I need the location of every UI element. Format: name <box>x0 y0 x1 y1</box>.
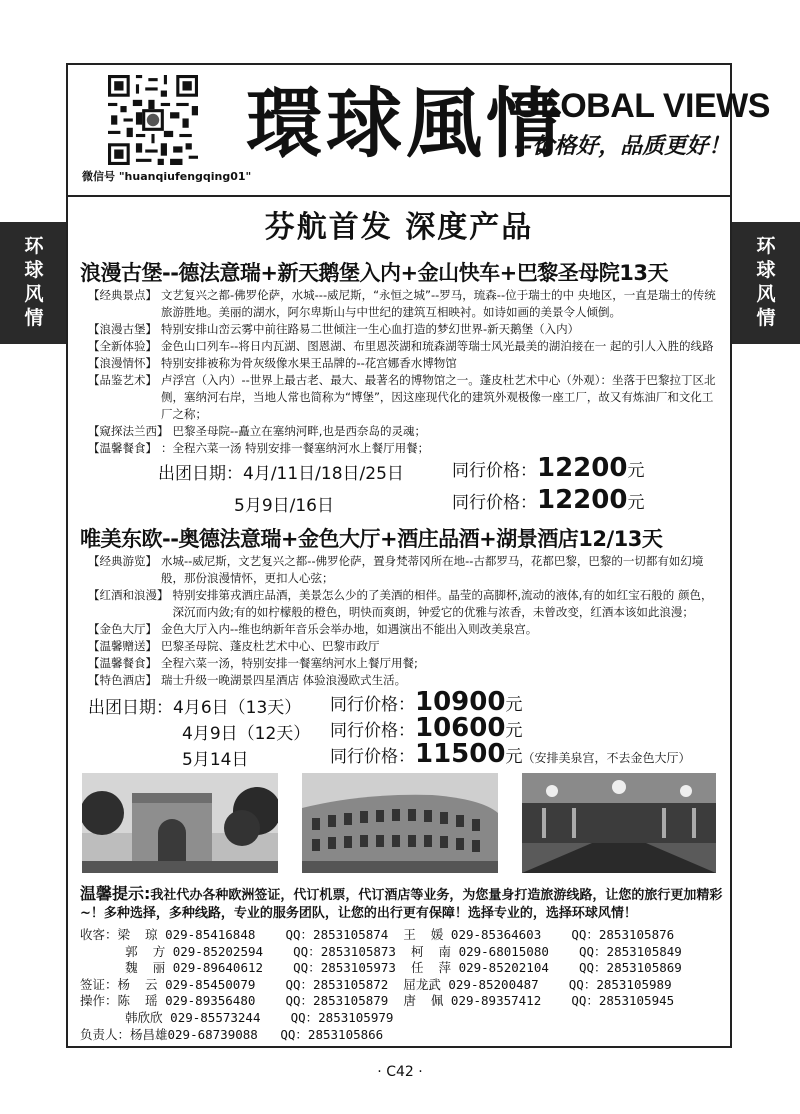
price-unit: 元 <box>505 721 523 741</box>
item-text: 卢浮宫（入内）--世界上最古老、最大、最著名的博物馆之一。蓬皮杜艺术中心（外观）：坐落于巴黎拉丁区北侧，塞纳河右岸，当地人常也简称为“博堡”，因这座现代化的建筑外观极像一座工厂，故又有炼油厂和文化工厂之称； <box>161 373 716 421</box>
price-value: 12200 <box>537 485 628 515</box>
date-label: 5月14日 <box>182 750 249 770</box>
tour2-date-row <box>182 719 310 744</box>
side-tab-char: 风 <box>24 283 44 305</box>
item-text: 金色山口列车--将日内瓦湖、图恩湖、布里恩茨湖和琉森湖等瑞士风光最美的湖泊接在一 起的引人入胜的线路 <box>161 339 714 353</box>
item-text: 巴黎圣母院--矗立在塞纳河畔,也是西奈岛的灵魂； <box>172 424 426 438</box>
arc-de-triomphe-image <box>82 773 278 873</box>
brand-name-en: GLOBAL VIEWS <box>514 87 770 125</box>
list-item <box>88 338 718 355</box>
notice-label: 温馨提示: <box>80 884 151 903</box>
price-value: 11500 <box>415 739 506 769</box>
item-text: 巴黎圣母院、蓬皮杜艺术中心、巴黎市政厅 <box>161 639 380 653</box>
list-item <box>88 621 718 638</box>
item-tag: 【窥探法兰西】 <box>88 424 169 438</box>
tour2-price-row <box>330 739 690 769</box>
tour1-title: 浪漫古堡--德法意瑞+新天鹅堡入内+金山快车+巴黎圣母院13天 <box>80 261 668 285</box>
contact-row: 郭 方 029-85202594 QQ：2853105873 柯 南 029-68015080 QQ：2853105849 <box>80 943 682 959</box>
tour1-date-row <box>234 491 334 516</box>
tour2-title: 唯美东欧--奥德法意瑞+金色大厅+酒庄品酒+湖景酒店12/13天 <box>80 527 663 551</box>
side-tab-char: 环 <box>756 235 776 257</box>
list-item <box>88 423 718 440</box>
side-tab-left <box>0 222 68 344</box>
item-tag: 【浪漫情怀】 <box>88 356 157 370</box>
list-item <box>88 355 718 372</box>
contact-row: 收客：梁 琼 029-85416848 QQ：2853105874 王 媛 029-85364603 QQ：2853105876 <box>80 927 675 942</box>
item-tag: 【温馨餐食】 <box>88 656 157 670</box>
price-label: 同行价格： <box>452 461 537 481</box>
golden-hall-image <box>522 773 716 873</box>
item-text: 全程六菜一汤，特别安排一餐塞纳河水上餐厅用餐; <box>161 656 418 670</box>
side-tab-char: 环 <box>24 235 44 257</box>
slogan: --价格好，品质更好！ <box>514 133 731 159</box>
item-tag: 【温馨餐食】 <box>88 441 157 455</box>
list-item <box>88 638 718 655</box>
price-label: 同行价格： <box>330 721 415 741</box>
price-label: 同行价格： <box>330 695 415 715</box>
item-tag: 【全新体验】 <box>88 339 157 353</box>
item-text: 文艺复兴之都-佛罗伦萨，水城---威尼斯，“永恒之城”--罗马，琉森--位于瑞士的中 央地区，一直是瑞士的传统旅游胜地。美丽的湖水，阿尔卑斯山与中世纪的建筑互相映衬。如诗如画的美景令人倾倒。 <box>161 288 716 319</box>
photo-strip <box>82 773 716 873</box>
tour2-items <box>88 553 718 689</box>
date-label: 4月9日（12天） <box>182 724 311 744</box>
price-unit: 元 <box>627 461 645 481</box>
headline: 芬航首发 深度产品 <box>264 210 534 245</box>
page-number: · C42 · <box>377 1064 423 1080</box>
list-item <box>88 287 718 321</box>
header <box>68 65 770 197</box>
wechat-id: 微信号 "huanqiufengqing01" <box>82 170 252 183</box>
contact-row: 负责人：杨昌雄029-68739088 QQ：2853105866 <box>80 1026 384 1042</box>
page-frame <box>66 63 770 1048</box>
item-text: 特别安排第戎酒庄品酒，美景怎么少的了美酒的相伴。晶莹的高脚杯,流动的液体,有的如红宝石般的 颜色，深沉而内敛;有的如柠檬般的橙色，明快而爽朗，钟爱它的优雅与浓香，未曾改变，红酒本该如此浪漫； <box>172 588 713 619</box>
item-tag: 【经典景点】 <box>88 288 157 302</box>
price-label: 同行价格： <box>330 747 415 767</box>
price-unit: 元 <box>505 747 523 767</box>
item-text: 特别安排被称为骨灰级像水果王品牌的--花宫娜香水博物馆 <box>161 356 457 370</box>
list-item <box>88 321 718 338</box>
contact-row: 操作：陈 瑶 029-89356480 QQ：2853105879 唐 佩 029-89357412 QQ：2853105945 <box>80 993 675 1009</box>
list-item <box>88 553 718 587</box>
tour1-items <box>88 287 718 457</box>
price-note: （安排美泉宫，不去金色大厅） <box>522 751 691 765</box>
date-label: 出团日期：4月6日（13天） <box>88 698 302 718</box>
tour2-date-row <box>88 693 301 718</box>
side-tab-char: 情 <box>24 307 44 329</box>
price-value: 10600 <box>415 713 506 743</box>
list-item <box>88 372 718 423</box>
colosseum-image <box>302 773 498 873</box>
brand-name-cn: 環球風情 <box>246 79 566 168</box>
item-tag: 【特色酒店】 <box>88 673 157 687</box>
tour2-date-row <box>182 745 248 770</box>
item-text: 金色大厅入内--维也纳新年音乐会举办地，如遇演出不能出入则改美泉宫。 <box>161 622 538 636</box>
item-text: ：全程六菜一汤 特别安排一餐塞纳河水上餐厅用餐； <box>161 441 430 455</box>
notice <box>80 885 724 923</box>
side-tab-char: 球 <box>24 259 44 281</box>
price-value: 10900 <box>415 687 506 717</box>
date-label: 出团日期：4月/11日/18日/25日 <box>158 464 404 484</box>
list-item <box>88 655 718 672</box>
item-text: 水城--威尼斯，文艺复兴之都--佛罗伦萨，置身梵蒂冈所在地--古都罗马，花都巴黎，巴黎的一切都有如幻境般，那份浪漫情怀，更扣人心弦； <box>161 554 704 585</box>
contact-list <box>80 927 682 1043</box>
item-text: 瑞士升级一晚湖景四星酒店 体验浪漫欧式生活。 <box>161 673 407 687</box>
price-unit: 元 <box>505 695 523 715</box>
tour1-price-row <box>452 485 644 515</box>
contact-row: 韩欣欣 029-85573244 QQ：2853105979 <box>80 1009 394 1025</box>
notice-text: 我社代办各种欧洲签证，代订机票，代订酒店等业务，为您量身打造旅游线路，让您的旅行更加精彩~！多种选择，多种线路，专业的服务团队，让您的出行更有保障！选择专业的，选择环球风情！ <box>80 888 723 921</box>
item-tag: 【温馨赠送】 <box>88 639 157 653</box>
side-tab-char: 风 <box>756 283 776 305</box>
side-tab-right <box>732 222 800 344</box>
contact-row: 签证：杨 云 029-85450079 QQ：2853105872 屈龙武 029-85200487 QQ：2853105989 <box>80 976 672 992</box>
contact-row: 魏 丽 029-89640612 QQ：2853105973 任 萍 029-85202104 QQ：2853105869 <box>80 960 682 976</box>
date-label: 5月9日/16日 <box>234 496 334 516</box>
tour1-price-row <box>452 453 644 483</box>
side-tab-char: 情 <box>756 307 776 329</box>
side-tab-char: 球 <box>756 259 776 281</box>
qr-code-icon <box>108 75 198 165</box>
list-item <box>88 587 718 621</box>
item-tag: 【红酒和浪漫】 <box>88 588 169 602</box>
price-value: 12200 <box>537 453 628 483</box>
item-tag: 【金色大厅】 <box>88 622 157 636</box>
tour1-date-row <box>158 459 404 484</box>
item-tag: 【品鉴艺术】 <box>88 373 157 387</box>
item-tag: 【经典游览】 <box>88 554 157 568</box>
item-tag: 【浪漫古堡】 <box>88 322 157 336</box>
price-label: 同行价格： <box>452 493 537 513</box>
price-unit: 元 <box>627 493 645 513</box>
item-text: 特别安排山峦云雾中前往路易二世倾注一生心血打造的梦幻世界-新天鹅堡（入内） <box>161 322 580 336</box>
